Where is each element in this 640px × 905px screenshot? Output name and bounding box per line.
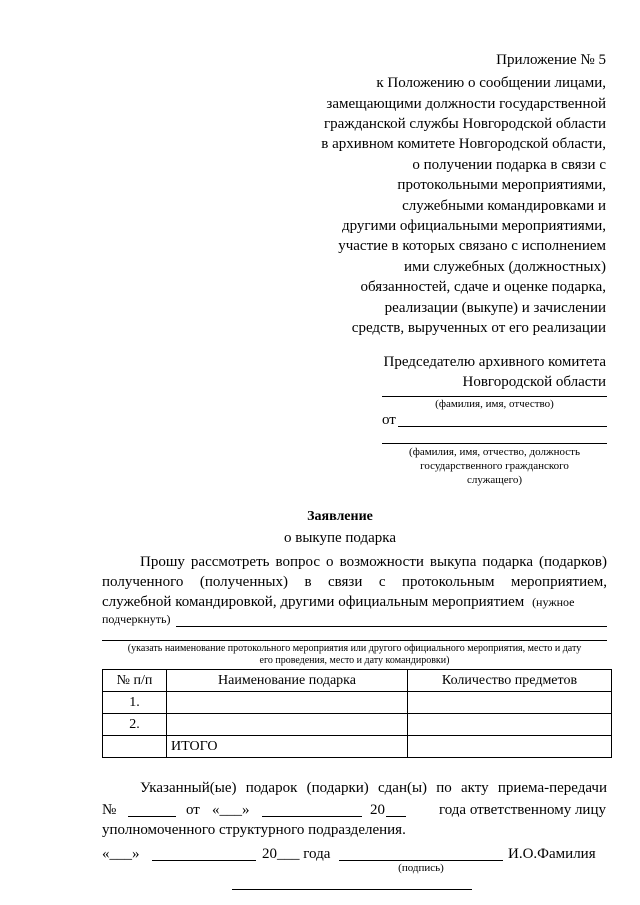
name-hint: (фамилия, имя, отчество): [435, 398, 554, 410]
signature-day[interactable]: «___»: [102, 846, 140, 862]
from-label: от: [382, 412, 396, 428]
document-subtitle: о выкупе подарка: [283, 530, 397, 546]
sender-hint: служащего): [467, 474, 522, 486]
sender-line-2[interactable]: [382, 443, 607, 444]
addressee-region: Новгородской области: [462, 374, 606, 390]
appendix-line: реализации (выкупе) и зачислении: [384, 300, 606, 316]
request-line-3-main: служебной командировкой, другими официальным мероприятием: [102, 594, 525, 610]
header-num: № п/п: [103, 670, 167, 692]
appendix-line: участие в которых связано с исполнением: [338, 238, 606, 254]
event-line-2[interactable]: [102, 640, 607, 641]
handover-year: 20: [370, 802, 385, 818]
gifts-table: [102, 669, 612, 758]
appendix-line: о получении подарка в связи с: [412, 157, 606, 173]
total-num-cell: [103, 736, 167, 758]
handover-from-label: от: [186, 802, 200, 818]
row-name-cell[interactable]: [167, 692, 408, 714]
header-name: Наименование подарка: [167, 670, 408, 692]
appendix-line: служебными командировками и: [402, 198, 606, 214]
act-number-field[interactable]: [128, 816, 176, 817]
handover-line-2-tail: года ответственному лицу: [438, 802, 606, 818]
bottom-rule: [232, 889, 472, 890]
handover-year-field[interactable]: [386, 816, 406, 817]
appendix-line: ими служебных (должностных): [403, 259, 606, 275]
signature-field[interactable]: [339, 860, 503, 861]
appendix-line: замещающими должности государственной: [326, 96, 606, 112]
table-row: [103, 714, 612, 736]
sender-line-1[interactable]: [398, 426, 607, 427]
row-num: 1.: [103, 692, 167, 714]
document-title: Заявление: [307, 509, 373, 524]
appendix-line: другими официальными мероприятиями,: [341, 218, 606, 234]
appendix-line: в архивном комитете Новгородской области,: [321, 136, 606, 152]
row-qty-cell[interactable]: [408, 714, 612, 736]
table-header-row: [103, 670, 612, 692]
total-label: ИТОГО: [167, 736, 408, 758]
addressee-name-line[interactable]: [382, 396, 607, 397]
appendix-line: гражданской службы Новгородской области: [323, 116, 606, 132]
total-qty-cell[interactable]: [408, 736, 612, 758]
appendix-line: к Положению о сообщении лицами,: [376, 75, 606, 91]
row-name-cell[interactable]: [167, 714, 408, 736]
sign-hint: (подпись): [398, 862, 444, 874]
signature-year: 20___ года: [262, 846, 331, 862]
event-hint: его проведения, место и дату командировки): [259, 655, 450, 666]
event-hint: (указать наименование протокольного мероприятия или другого официального мероприятия, место и дату: [127, 643, 582, 654]
handover-num-label: №: [102, 802, 117, 818]
row-num: 2.: [103, 714, 167, 736]
request-line-1: Прошу рассмотреть вопрос о возможности выкупа подарка (подарков): [140, 554, 607, 570]
appendix-line: средств, вырученных от его реализации: [351, 320, 606, 336]
request-line-3: [102, 592, 575, 612]
request-line-2: полученного (полученных) в связи с протокольным мероприятием,: [102, 574, 607, 590]
handover-line-3: уполномоченного структурного подразделения.: [102, 822, 406, 838]
signature-month-field[interactable]: [152, 860, 256, 861]
appendix-line: Приложение № 5: [496, 52, 606, 68]
header-qty: Количество предметов: [408, 670, 612, 692]
handover-day[interactable]: «___»: [212, 802, 250, 818]
handover-line-1: Указанный(ые) подарок (подарки) сдан(ы) по акту приема-передачи: [140, 780, 607, 796]
sender-hint: государственного гражданского: [420, 460, 569, 472]
signatory-name: И.О.Фамилия: [508, 846, 596, 862]
handover-month-field[interactable]: [262, 816, 362, 817]
event-line-1[interactable]: [176, 626, 607, 627]
table-row: [103, 692, 612, 714]
appendix-line: протокольными мероприятиями,: [397, 177, 606, 193]
table-total-row: [103, 736, 612, 758]
addressee-title: Председателю архивного комитета: [383, 354, 606, 370]
sender-hint: (фамилия, имя, отчество, должность: [409, 446, 580, 458]
request-line-4: подчеркнуть): [102, 612, 171, 626]
appendix-line: обязанностей, сдаче и оценке подарка,: [360, 279, 606, 295]
request-note: (нужное: [532, 595, 575, 609]
row-qty-cell[interactable]: [408, 692, 612, 714]
